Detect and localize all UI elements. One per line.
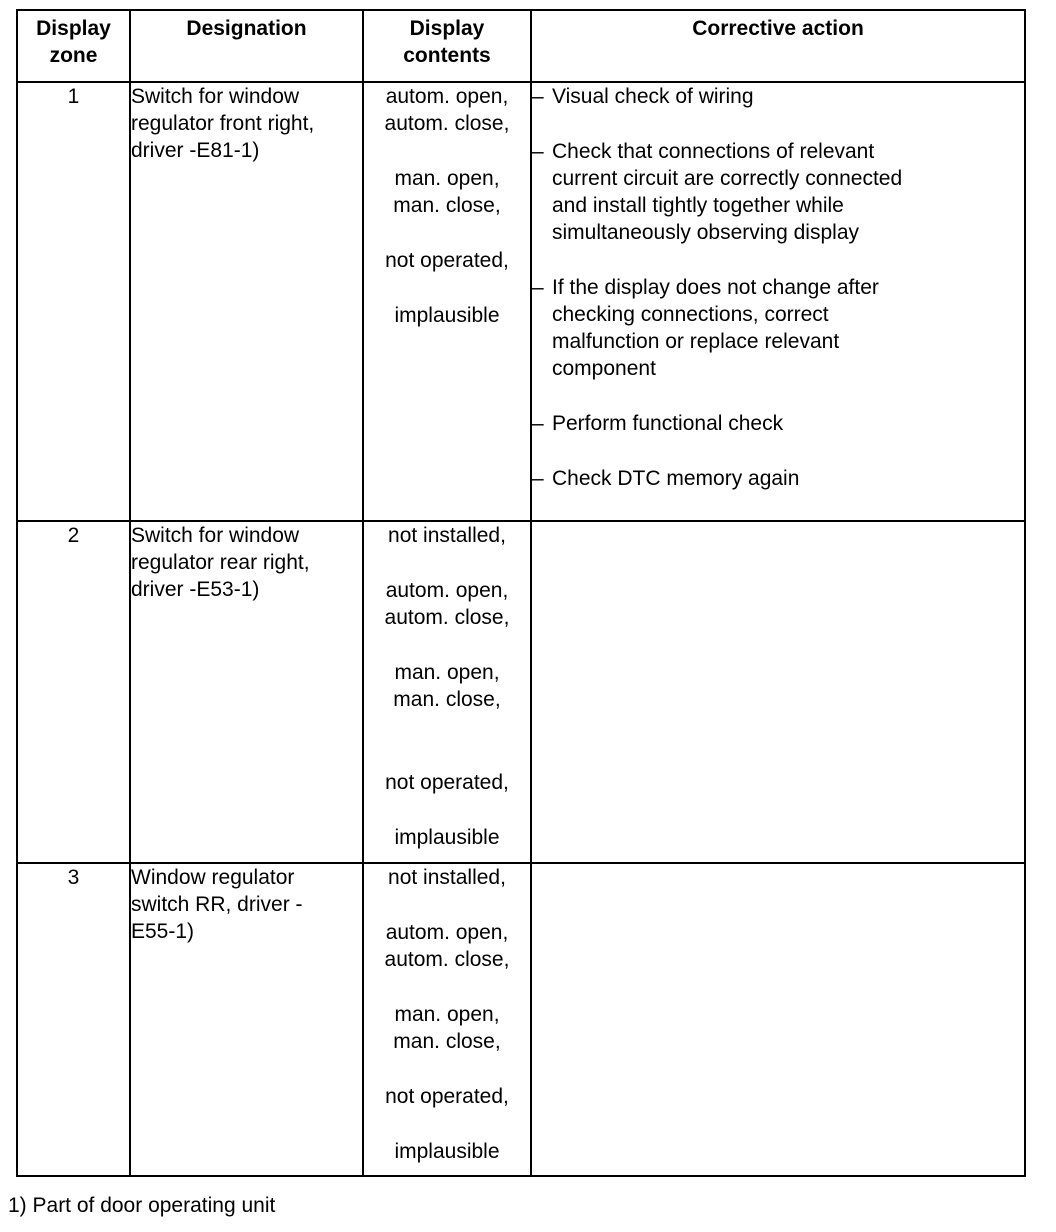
contents-group: not operated,	[385, 771, 509, 794]
header-display-zone: Display zone	[17, 10, 130, 82]
contents-group: not installed,	[388, 524, 506, 547]
table-row	[17, 521, 1025, 863]
contents-group: man. open, man. close,	[393, 167, 501, 217]
contents-group: not operated,	[385, 1085, 509, 1108]
action-item: – If the display does not change after checking connections, correct malfunction or replace relevant component	[532, 276, 879, 380]
dash-bullet-icon: –	[532, 467, 544, 490]
contents-group: not operated,	[385, 249, 509, 272]
corrective-action-cell	[531, 82, 1025, 521]
contents-group: implausible	[394, 304, 500, 327]
dash-bullet-icon: –	[532, 140, 544, 163]
corrective-action-cell	[531, 521, 1025, 863]
designation-cell: Switch for window regulator front right, driver -E81-1)	[130, 82, 363, 521]
contents-group: man. open, man. close,	[393, 661, 501, 711]
contents-group: autom. open, autom. close,	[384, 85, 510, 135]
header-corrective-action: Corrective action	[531, 10, 1025, 82]
contents-group: man. open, man. close,	[393, 1003, 501, 1053]
action-item: – Check that connections of relevant current circuit are correctly connected and install tightly together while simultaneously observing display	[532, 140, 903, 244]
designation-cell: Switch for window regulator rear right, driver -E53-1)	[130, 521, 363, 863]
contents-group: implausible	[394, 1140, 500, 1163]
contents-group: autom. open, autom. close,	[384, 579, 510, 629]
display-zone-cell: 3	[17, 863, 130, 1176]
footnote: 1) Part of door operating unit	[8, 1194, 276, 1217]
display-zone-cell: 2	[17, 521, 130, 863]
contents-group: implausible	[394, 826, 500, 849]
header-display-contents: Display contents	[363, 10, 531, 82]
display-contents-cell	[363, 521, 531, 863]
corrective-action-cell	[531, 863, 1025, 1176]
corrective-action-table	[16, 9, 1026, 1177]
display-zone-cell: 1	[17, 82, 130, 521]
header-row	[17, 10, 1025, 82]
contents-group: autom. open, autom. close,	[384, 921, 510, 971]
action-item: – Visual check of wiring	[532, 85, 754, 108]
dash-bullet-icon: –	[532, 276, 544, 299]
designation-cell: Window regulator switch RR, driver - E55-1)	[130, 863, 363, 1176]
dash-bullet-icon: –	[532, 85, 544, 108]
table-row	[17, 82, 1025, 521]
contents-group: not installed,	[388, 866, 506, 889]
table-row	[17, 863, 1025, 1176]
display-contents-cell	[363, 82, 531, 521]
action-item: – Perform functional check	[532, 412, 784, 435]
header-designation: Designation	[130, 10, 363, 82]
display-contents-cell	[363, 863, 531, 1176]
dash-bullet-icon: –	[532, 412, 544, 435]
action-item: – Check DTC memory again	[532, 467, 800, 490]
